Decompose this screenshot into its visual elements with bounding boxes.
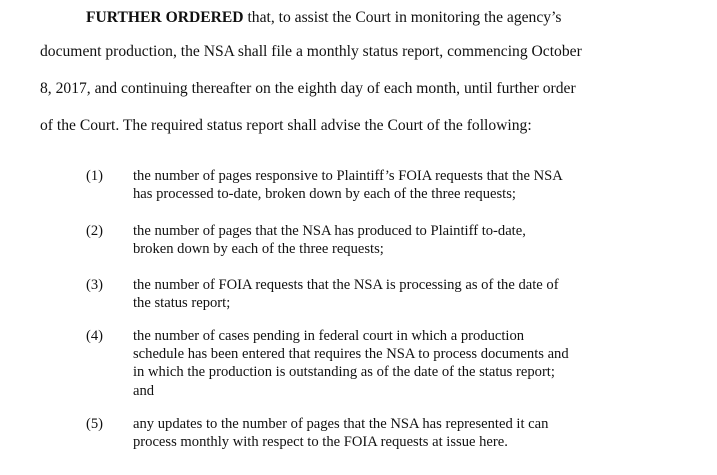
list-item-text	[133, 415, 673, 451]
paragraph-line-3: 8, 2017, and continuing thereafter on the eighth day of each month, until further order	[40, 80, 576, 97]
list-item-line: schedule has been entered that requires the NSA to process documents and	[133, 346, 569, 363]
list-item-line: and	[133, 382, 155, 399]
list-item-text	[133, 327, 673, 400]
paragraph-line-2: document production, the NSA shall file a monthly status report, commencing October	[40, 43, 582, 60]
list-item-line: broken down by each of the three requests;	[133, 241, 384, 258]
further-ordered-heading: FURTHER ORDERED	[86, 9, 244, 26]
paragraph-line-1	[86, 9, 561, 27]
list-item-number: (1)	[86, 168, 104, 184]
list-item-text	[133, 222, 673, 258]
list-item-number: (3)	[86, 277, 104, 293]
list-item-text	[133, 276, 673, 312]
list-item-line: has processed to-date, broken down by each of the three requests;	[133, 186, 516, 203]
list-item-line: in which the production is outstanding as of the date of the status report;	[133, 364, 555, 381]
paragraph-line-4: of the Court. The required status report shall advise the Court of the following:	[40, 117, 532, 134]
list-item-line: the number of pages responsive to Plaintiff’s FOIA requests that the NSA	[133, 168, 563, 184]
paragraph-line-1-text: that, to assist the Court in monitoring the agency’s	[243, 9, 562, 26]
list-item-line: process monthly with respect to the FOIA requests at issue here.	[133, 434, 508, 451]
list-item-number: (4)	[86, 328, 104, 344]
list-item-line: the number of cases pending in federal court in which a production	[133, 328, 525, 344]
list-item-number: (2)	[86, 223, 104, 239]
list-item-number: (5)	[86, 416, 104, 432]
list-item-line: the number of pages that the NSA has produced to Plaintiff to-date,	[133, 223, 526, 239]
list-item-text	[133, 167, 673, 203]
list-item-line: any updates to the number of pages that the NSA has represented it can	[133, 416, 549, 432]
list-item-line: the number of FOIA requests that the NSA is processing as of the date of	[133, 277, 559, 293]
list-item-line: the status report;	[133, 295, 231, 312]
